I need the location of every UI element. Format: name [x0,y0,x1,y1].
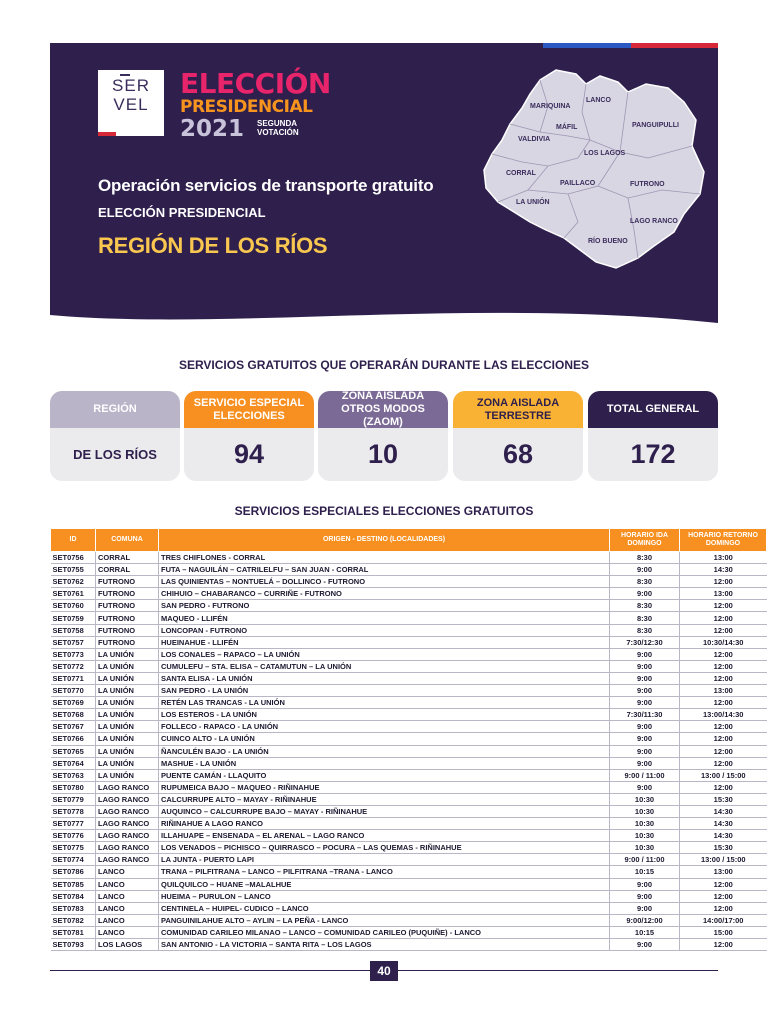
cell-route: ÑANCULÉN BAJO - LA UNIÓN [159,745,610,757]
cell-comuna: LA UNIÓN [96,697,159,709]
table-row [51,612,767,624]
cell-comuna: LA UNIÓN [96,709,159,721]
cell-id: SET0777 [51,818,96,830]
table-row [51,866,767,878]
cell-id: SET0786 [51,866,96,878]
cell-comuna: LA UNIÓN [96,672,159,684]
cell-return: 13:00 [680,866,767,878]
column-header-origin-destination: ORIGEN - DESTINO (LOCALIDADES) [159,529,610,552]
cell-departure: 9:00 [610,648,680,660]
cell-return: 12:00 [680,600,767,612]
cell-comuna: LA UNIÓN [96,745,159,757]
cell-route: TRANA – PILFITRANA – LANCO – PILFITRANA –TRANA - LANCO [159,866,610,878]
cell-return: 13:00 [680,552,767,564]
cell-departure: 9:00 [610,781,680,793]
cell-return: 12:00 [680,672,767,684]
map-label-valdivia: VALDIVIA [518,136,551,143]
card-value: 172 [630,439,676,469]
table-row [51,552,767,564]
cell-comuna: FUTRONO [96,588,159,600]
cell-id: SET0760 [51,600,96,612]
cell-comuna: LANCO [96,890,159,902]
cell-route: CALCURRUPE ALTO – MAYAY - RIÑINAHUE [159,793,610,805]
card-label: ZONA AISLADA TERRESTRE [453,391,583,428]
cell-departure: 9:00 [610,685,680,697]
column-header-comuna: COMUNA [96,529,159,552]
map-label-mafil: MÁFIL [556,124,578,131]
cell-id: SET0772 [51,660,96,672]
cell-id: SET0783 [51,902,96,914]
cell-departure: 8:30 [610,552,680,564]
cell-comuna: CORRAL [96,564,159,576]
election-title: ELECCIÓN [180,67,331,100]
table-row [51,854,767,866]
table-row [51,757,767,769]
cell-departure: 10:15 [610,866,680,878]
cell-id: SET0781 [51,926,96,938]
map-label-rio-bueno: RÍO BUENO [588,238,628,245]
cell-comuna: LA UNIÓN [96,757,159,769]
region-map [478,62,710,274]
cell-comuna: LA UNIÓN [96,648,159,660]
cell-comuna: LA UNIÓN [96,660,159,672]
cell-return: 12:00 [680,612,767,624]
operation-title: Operación servicios de transporte gratuito [98,176,434,195]
cell-id: SET0770 [51,685,96,697]
cell-route: ILLAHUAPE – ENSENADA – EL ARENAL – LAGO RANCO [159,830,610,842]
cell-id: SET0765 [51,745,96,757]
cell-return: 12:00 [680,624,767,636]
cell-departure: 9:00 [610,890,680,902]
round-label: SEGUNDA VOTACIÓN [257,119,299,137]
cell-route: RETÉN LAS TRANCAS - LA UNIÓN [159,697,610,709]
cell-id: SET0793 [51,939,96,951]
cell-id: SET0759 [51,612,96,624]
cell-return: 12:00 [680,890,767,902]
cell-comuna: LAGO RANCO [96,854,159,866]
cell-route: HUEIMA – PURULON – LANCO [159,890,610,902]
cell-route: AUQUINCO – CALCURRUPE BAJO – MAYAY - RIÑINAHUE [159,805,610,817]
cell-return: 12:00 [680,902,767,914]
cell-id: SET0762 [51,576,96,588]
cell-departure: 9:00 [610,697,680,709]
operation-subtitle: ELECCIÓN PRESIDENCIAL [98,205,266,220]
table-row [51,588,767,600]
map-label-la-union: LA UNIÓN [516,199,550,206]
cell-departure: 9:00 [610,564,680,576]
summary-card-special-service [184,391,314,481]
cell-comuna: FUTRONO [96,600,159,612]
cell-id: SET0782 [51,914,96,926]
cell-comuna: FUTRONO [96,636,159,648]
cell-comuna: CORRAL [96,552,159,564]
cell-departure: 9:00/12:00 [610,914,680,926]
cell-id: SET0767 [51,721,96,733]
cell-route: SAN PEDRO - FUTRONO [159,600,610,612]
cell-return: 12:00 [680,721,767,733]
cell-route: LONCOPAN - FUTRONO [159,624,610,636]
cell-return: 15:30 [680,842,767,854]
table-row [51,697,767,709]
table-row [51,939,767,951]
cell-id: SET0769 [51,697,96,709]
cell-comuna: LANCO [96,878,159,890]
cell-return: 13:00 [680,685,767,697]
cell-id: SET0771 [51,672,96,684]
cell-return: 12:00 [680,697,767,709]
card-label: ZONA AISLADA OTROS MODOS (ZAOM) [318,391,448,428]
cell-comuna: LAGO RANCO [96,818,159,830]
column-header-id: ID [51,529,96,552]
table-row [51,709,767,721]
flag-stripe [543,43,718,48]
cell-return: 14:30 [680,830,767,842]
cell-departure: 9:00 [610,745,680,757]
election-year: 2021 [180,116,245,142]
cell-return: 12:00 [680,781,767,793]
cell-route: RUPUMEICA BAJO – MAQUEO - RIÑINAHUE [159,781,610,793]
cell-route: RIÑINAHUE A LAGO RANCO [159,818,610,830]
cell-departure: 10:30 [610,842,680,854]
cell-return: 12:00 [680,576,767,588]
cell-return: 12:00 [680,878,767,890]
table-row [51,660,767,672]
cell-comuna: FUTRONO [96,576,159,588]
cell-route: LOS ESTEROS - LA UNIÓN [159,709,610,721]
card-value: DE LOS RÍOS [73,447,157,462]
summary-card-terrestrial [453,391,583,481]
table-row [51,721,767,733]
cell-id: SET0764 [51,757,96,769]
cell-route: LAS QUINIENTAS – NONTUELÁ – DOLLINCO - FUTRONO [159,576,610,588]
table-row [51,648,767,660]
cell-comuna: LA UNIÓN [96,733,159,745]
cell-comuna: LANCO [96,926,159,938]
cell-comuna: FUTRONO [96,612,159,624]
table-row [51,878,767,890]
cell-id: SET0766 [51,733,96,745]
cell-comuna: LAGO RANCO [96,793,159,805]
cell-departure: 10:30 [610,830,680,842]
cell-departure: 9:00 [610,757,680,769]
column-header-return: HORARIO RETORNO DOMINGO [680,529,767,552]
table-row [51,745,767,757]
cell-route: SAN PEDRO - LA UNIÓN [159,685,610,697]
cell-return: 14:00/17:00 [680,914,767,926]
cell-return: 12:00 [680,757,767,769]
cell-return: 14:30 [680,805,767,817]
table-row [51,914,767,926]
cell-route: PUENTE CAMÁN - LLAQUITO [159,769,610,781]
cell-route: SANTA ELISA - LA UNIÓN [159,672,610,684]
cell-return: 10:30/14:30 [680,636,767,648]
table-row [51,902,767,914]
cell-id: SET0779 [51,793,96,805]
cell-id: SET0785 [51,878,96,890]
cell-id: SET0775 [51,842,96,854]
cell-departure: 10:30 [610,793,680,805]
table-row [51,600,767,612]
cell-comuna: LAGO RANCO [96,842,159,854]
cell-departure: 7:30/12:30 [610,636,680,648]
cell-departure: 10:30 [610,818,680,830]
column-header-departure: HORARIO IDA DOMINGO [610,529,680,552]
cell-departure: 9:00 [610,902,680,914]
cell-departure: 9:00 [610,660,680,672]
servel-logo [98,70,164,136]
table-row [51,576,767,588]
summary-card-zaom [318,391,448,481]
map-label-lanco: LANCO [586,97,611,104]
banner-wave-decoration [50,301,718,331]
cell-id: SET0768 [51,709,96,721]
map-label-panguipulli: PANGUIPULLI [632,122,679,129]
card-label: TOTAL GENERAL [588,391,718,428]
table-row [51,564,767,576]
page-number: 40 [370,961,398,981]
cell-id: SET0763 [51,769,96,781]
table-row [51,685,767,697]
table-row [51,636,767,648]
cell-return: 15:00 [680,926,767,938]
cell-comuna: LA UNIÓN [96,685,159,697]
cell-id: SET0757 [51,636,96,648]
cell-route: FUTA – NAGUILÁN – CATRILELFU – SAN JUAN - CORRAL [159,564,610,576]
summary-card-region [50,391,180,481]
table-row [51,830,767,842]
cell-id: SET0774 [51,854,96,866]
cell-route: TRES CHIFLONES - CORRAL [159,552,610,564]
cell-id: SET0755 [51,564,96,576]
cell-comuna: LAGO RANCO [96,805,159,817]
cell-return: 12:00 [680,733,767,745]
cell-route: FOLLECO - RAPACO - LA UNIÓN [159,721,610,733]
cell-return: 12:00 [680,648,767,660]
cell-route: PANGUINILAHUE ALTO – AYLIN – LA PEÑA - LANCO [159,914,610,926]
cell-return: 14:30 [680,818,767,830]
cell-return: 12:00 [680,660,767,672]
cell-route: SAN ANTONIO - LA VICTORIA – SANTA RITA – LOS LAGOS [159,939,610,951]
table-row [51,672,767,684]
region-title: REGIÓN DE LOS RÍOS [98,233,328,258]
cell-route: CENTINELA – HUIPEL- CUDICO – LANCO [159,902,610,914]
cell-route: CUINCO ALTO - LA UNIÓN [159,733,610,745]
table-header-row [51,529,767,552]
cell-return: 13:00 [680,588,767,600]
map-label-futrono: FUTRONO [630,181,665,188]
cell-return: 12:00 [680,939,767,951]
cell-route: LA JUNTA - PUERTO LAPI [159,854,610,866]
table-row [51,805,767,817]
cell-route: QUILQUILCO – HUANE –MALALHUE [159,878,610,890]
cell-return: 14:30 [680,564,767,576]
cell-departure: 9:00 [610,721,680,733]
card-value: 10 [367,439,399,469]
summary-card-total [588,391,718,481]
cell-route: CUMULEFU – STA. ELISA – CATAMUTUN – LA UNIÓN [159,660,610,672]
cell-departure: 9:00 [610,939,680,951]
services-table [50,528,767,951]
election-subtitle: PRESIDENCIAL [180,97,313,117]
cell-departure: 8:30 [610,600,680,612]
cell-departure: 8:30 [610,612,680,624]
cell-route: COMUNIDAD CARILEO MILANAO – LANCO – COMUNIDAD CARILEO (PUQUIÑE) - LANCO [159,926,610,938]
table-row [51,781,767,793]
cell-departure: 9:00 [610,672,680,684]
cell-id: SET0756 [51,552,96,564]
map-label-corral: CORRAL [506,170,536,177]
cell-id: SET0784 [51,890,96,902]
cell-comuna: LA UNIÓN [96,769,159,781]
cell-return: 13:00/14:30 [680,709,767,721]
cell-departure: 9:00 [610,878,680,890]
cell-departure: 7:30/11:30 [610,709,680,721]
cell-comuna: LANCO [96,902,159,914]
table-row [51,926,767,938]
table-row [51,733,767,745]
cell-comuna: LA UNIÓN [96,721,159,733]
cell-departure: 9:00 [610,733,680,745]
cell-comuna: LAGO RANCO [96,781,159,793]
logo-text-bottom: VEL [113,95,149,114]
table-row [51,769,767,781]
card-label: SERVICIO ESPECIAL ELECCIONES [184,391,314,428]
card-value: 68 [502,439,534,469]
cell-id: SET0776 [51,830,96,842]
cell-id: SET0758 [51,624,96,636]
cell-departure: 9:00 / 11:00 [610,769,680,781]
logo-text-top: SER [112,76,150,95]
cell-return: 13:00 / 15:00 [680,769,767,781]
table-row [51,624,767,636]
cell-route: HUEINAHUE - LLIFÉN [159,636,610,648]
map-label-lago-ranco: LAGO RANCO [630,218,678,225]
cell-comuna: LAGO RANCO [96,830,159,842]
map-label-los-lagos: LOS LAGOS [584,150,626,157]
cell-id: SET0778 [51,805,96,817]
cell-route: MASHUE - LA UNIÓN [159,757,610,769]
cell-departure: 9:00 [610,588,680,600]
cell-id: SET0780 [51,781,96,793]
table-row [51,842,767,854]
cell-return: 13:00 / 15:00 [680,854,767,866]
cell-id: SET0761 [51,588,96,600]
cell-departure: 10:15 [610,926,680,938]
cell-departure: 10:30 [610,805,680,817]
table-row [51,890,767,902]
cell-departure: 9:00 / 11:00 [610,854,680,866]
cell-comuna: LOS LAGOS [96,939,159,951]
cell-comuna: LANCO [96,914,159,926]
table-row [51,818,767,830]
map-label-paillaco: PAILLACO [560,180,596,187]
cell-return: 15:30 [680,793,767,805]
cell-id: SET0773 [51,648,96,660]
cell-comuna: LANCO [96,866,159,878]
card-value: 94 [233,439,265,469]
cell-return: 12:00 [680,745,767,757]
cell-route: CHIHUIO – CHABARANCO – CURRIÑE - FUTRONO [159,588,610,600]
map-label-mariquina: MARIQUINA [530,103,571,110]
cell-comuna: FUTRONO [96,624,159,636]
table-row [51,793,767,805]
cell-route: LOS CONALES – RAPACO – LA UNIÓN [159,648,610,660]
table-heading: SERVICIOS ESPECIALES ELECCIONES GRATUITOS [234,504,534,518]
cell-route: MAQUEO - LLIFÉN [159,612,610,624]
cell-departure: 8:30 [610,576,680,588]
card-label: REGIÓN [50,391,180,428]
cell-departure: 8:30 [610,624,680,636]
cell-route: LOS VENADOS – PICHISCO – QUIRRASCO – POCURA – LAS QUEMAS - RIÑINAHUE [159,842,610,854]
summary-heading: SERVICIOS GRATUITOS QUE OPERARÁN DURANTE LAS ELECCIONES [178,358,590,372]
table-body [51,552,767,951]
